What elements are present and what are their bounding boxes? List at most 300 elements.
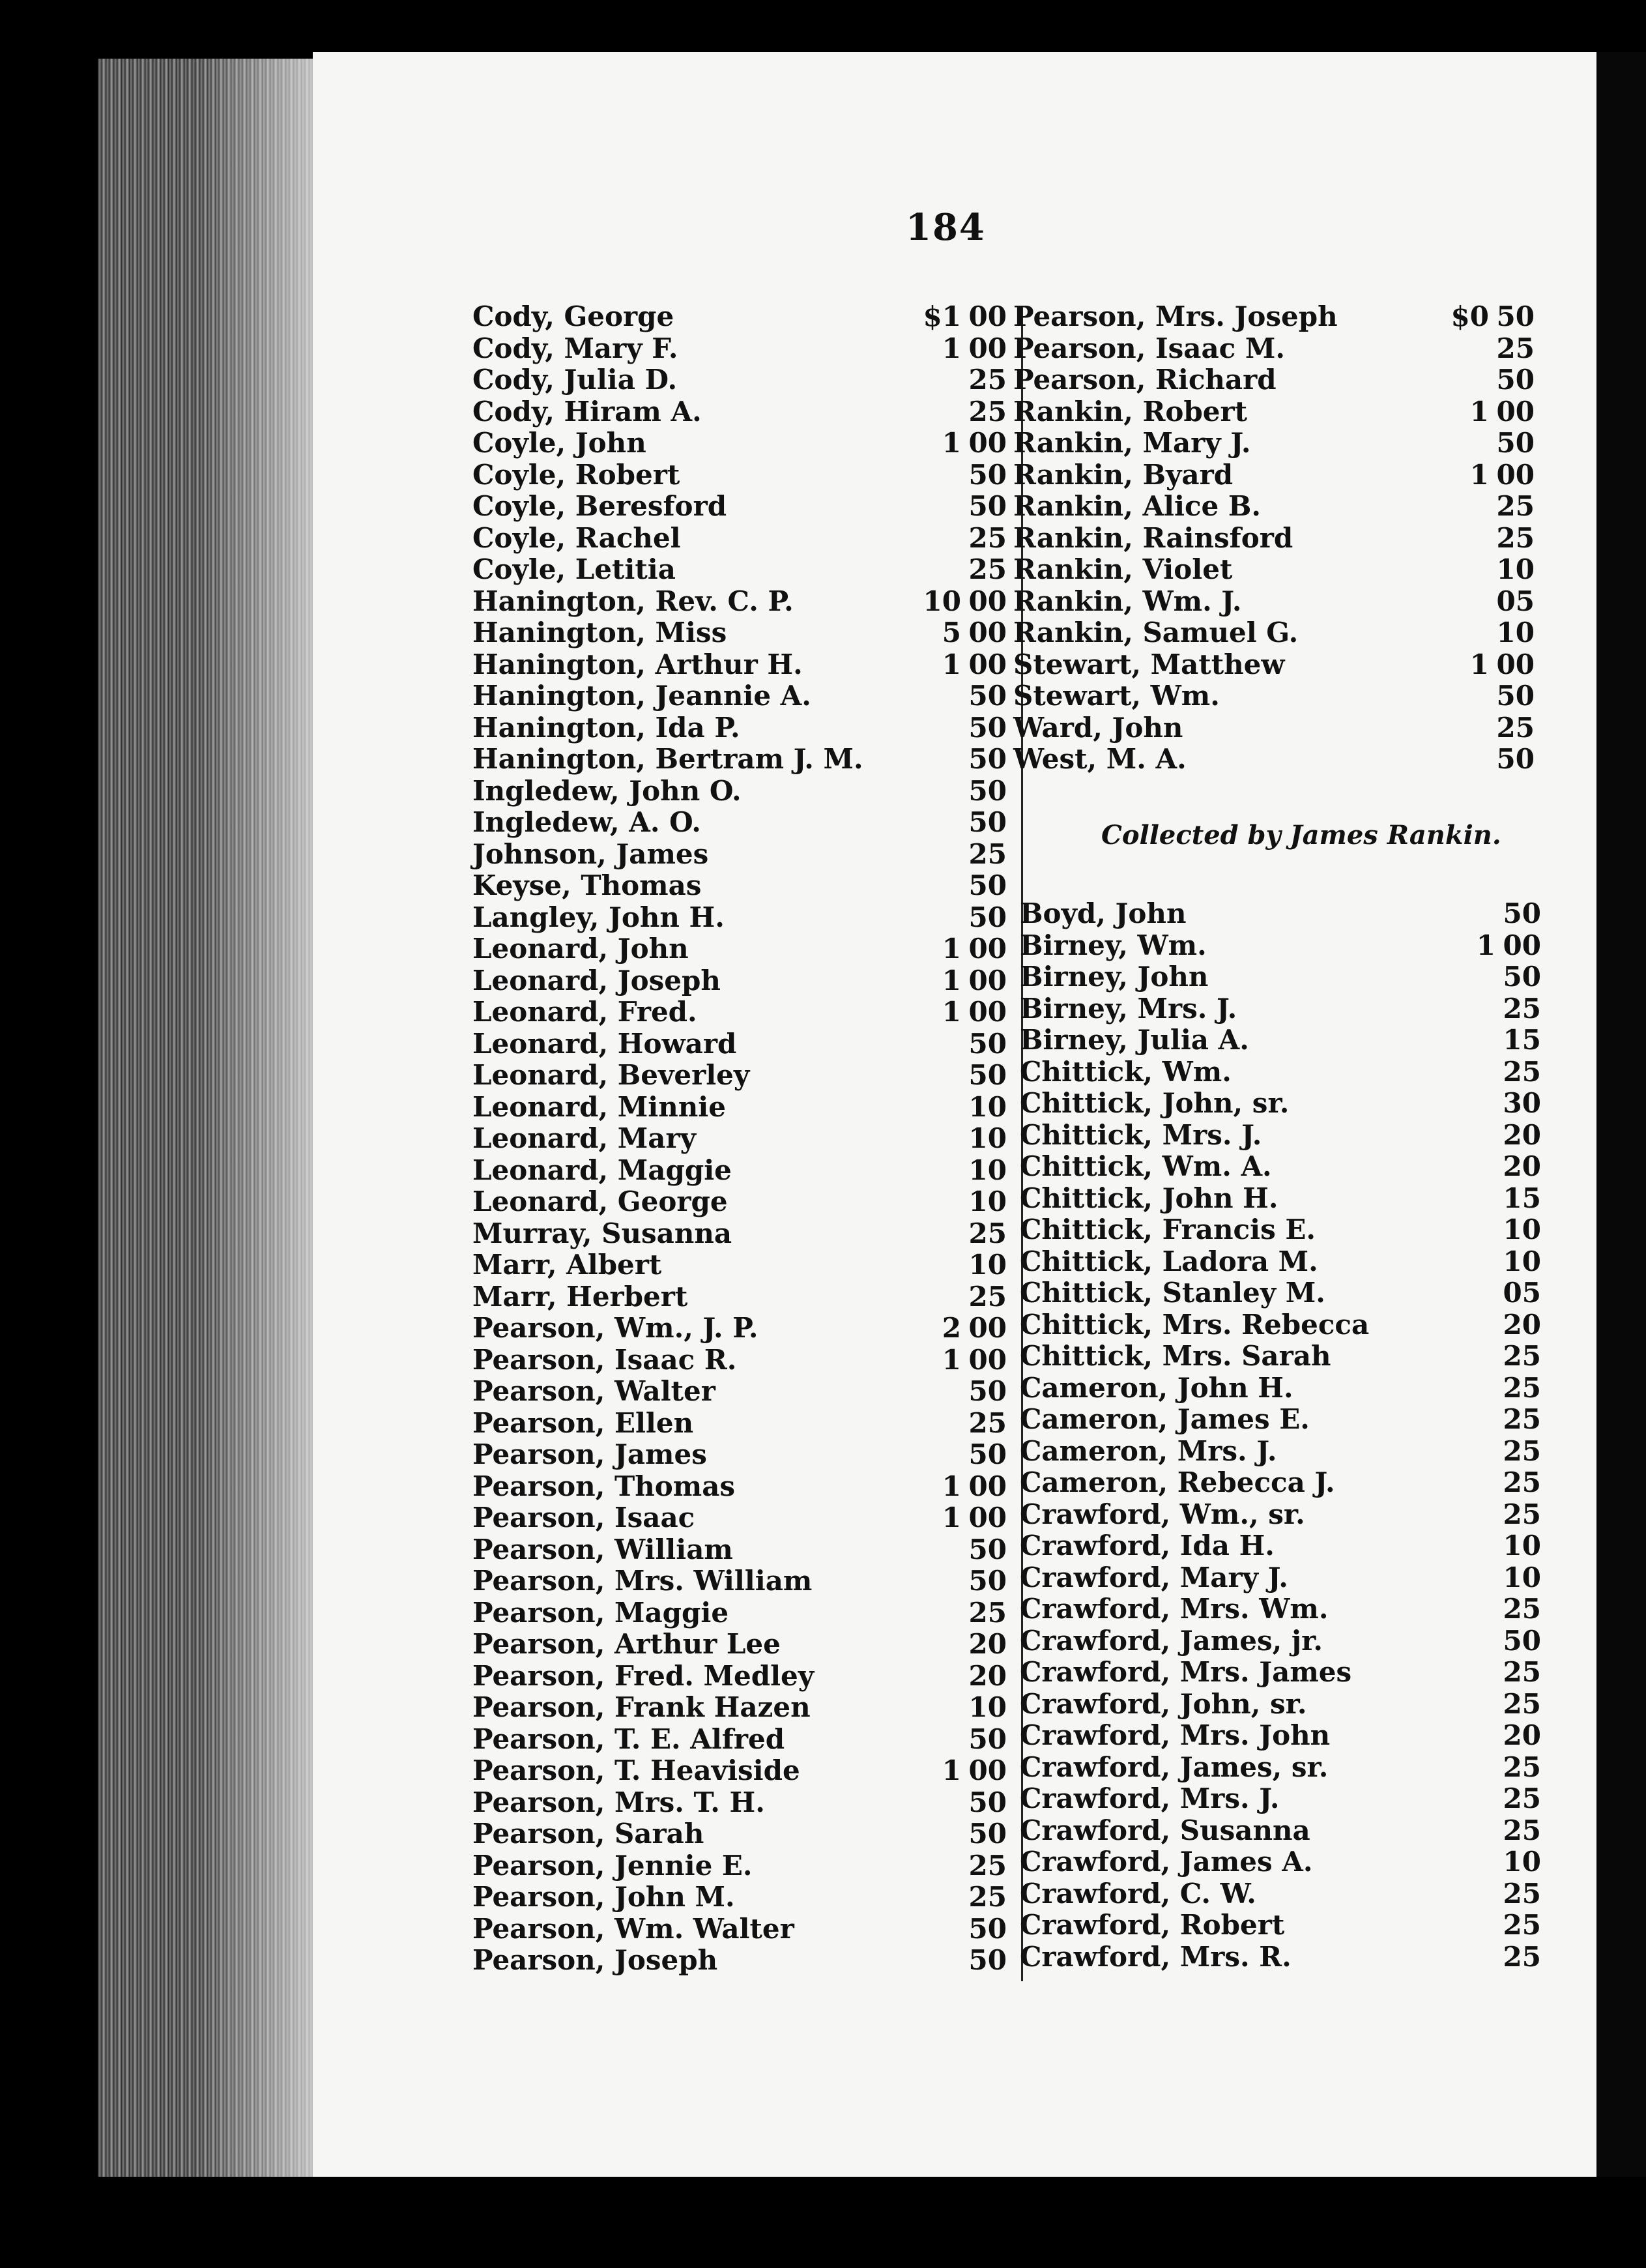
subscriber-name: Coyle, Beresford bbox=[472, 490, 727, 522]
subscriber-name: Coyle, Letitia bbox=[472, 553, 676, 585]
subscriber-name: Hanington, Miss bbox=[472, 617, 727, 648]
subscriber-row bbox=[1020, 1941, 1541, 1973]
subscriber-row bbox=[472, 1534, 1007, 1566]
amount-cents: 25 bbox=[968, 553, 1007, 585]
subscriber-row bbox=[1020, 1657, 1541, 1689]
subscriber-name: Rankin, Mary J. bbox=[1013, 427, 1251, 459]
subscriber-row bbox=[472, 649, 1007, 681]
subscriber-name: Pearson, John M. bbox=[472, 1881, 735, 1913]
subscriber-name: West, M. A. bbox=[1013, 743, 1187, 775]
subscriber-name: Birney, Mrs. J. bbox=[1020, 992, 1237, 1025]
amount-cents: 25 bbox=[1503, 1877, 1541, 1910]
subscriber-row bbox=[472, 712, 1007, 744]
amount-dollars: 1 bbox=[942, 1343, 961, 1376]
subscriber-name: Crawford, James, jr. bbox=[1020, 1624, 1323, 1657]
page-gutter-shadow bbox=[195, 59, 326, 2177]
subscriber-name: Rankin, Alice B. bbox=[1013, 490, 1261, 522]
amount-cents: 25 bbox=[1496, 490, 1535, 522]
subscriber-name: Pearson, Arthur Lee bbox=[472, 1628, 781, 1660]
subscriber-name: Chittick, Francis E. bbox=[1020, 1214, 1316, 1245]
amount-cents: 25 bbox=[968, 1596, 1007, 1629]
amount-dollars: 1 bbox=[942, 996, 961, 1028]
amount-cents: 00 bbox=[968, 1502, 1007, 1534]
subscriber-name: Cody, George bbox=[472, 300, 674, 332]
amount-dollars: 2 bbox=[942, 1312, 961, 1344]
subscriber-row bbox=[472, 902, 1007, 934]
amount-cents: 50 bbox=[968, 774, 1007, 807]
amount-cents: 25 bbox=[1503, 1940, 1541, 1973]
subscriber-name: Crawford, Mary J. bbox=[1020, 1561, 1288, 1593]
amount-cents: 10 bbox=[1503, 1214, 1541, 1245]
subscriber-row bbox=[1020, 1404, 1541, 1436]
subscriber-name: Cameron, Rebecca J. bbox=[1020, 1466, 1335, 1498]
subscriber-row bbox=[1020, 1277, 1541, 1309]
amount-cents: 25 bbox=[1496, 521, 1535, 554]
subscriber-name: Marr, Albert bbox=[472, 1249, 662, 1281]
amount-cents: 05 bbox=[1503, 1277, 1541, 1309]
subscriber-row bbox=[472, 1945, 1007, 1977]
subscriber-row bbox=[472, 1313, 1007, 1345]
subscriber-row bbox=[472, 1818, 1007, 1850]
subscriber-row bbox=[472, 1249, 1007, 1281]
subscriber-row bbox=[1020, 1088, 1541, 1120]
subscriber-row bbox=[1013, 617, 1535, 649]
amount-cents: 50 bbox=[968, 1944, 1007, 1976]
amount-cents: 50 bbox=[968, 1438, 1007, 1470]
amount-cents: 25 bbox=[1503, 1656, 1541, 1688]
amount-cents: 10 bbox=[1503, 1530, 1541, 1562]
subscriber-name: Pearson, Wm., J. P. bbox=[472, 1312, 758, 1344]
amount-cents: 50 bbox=[1503, 961, 1541, 993]
subscriber-name: Pearson, Walter bbox=[472, 1375, 715, 1407]
subscriber-row bbox=[1020, 993, 1541, 1025]
amount-cents: 20 bbox=[1503, 1308, 1541, 1341]
amount-cents: 50 bbox=[1496, 364, 1535, 396]
amount-cents: 20 bbox=[1503, 1150, 1541, 1182]
subscriber-row bbox=[1020, 898, 1541, 930]
collector-heading: Collected by James Rankin. bbox=[1101, 820, 1501, 850]
amount-cents: 00 bbox=[968, 996, 1007, 1028]
subscriber-name: Johnson, James bbox=[472, 837, 709, 870]
amount-cents: 25 bbox=[1503, 1403, 1541, 1435]
amount-cents: 25 bbox=[1503, 1751, 1541, 1783]
amount-dollars: 1 bbox=[942, 332, 961, 364]
subscriber-row bbox=[1020, 1562, 1541, 1594]
amount-dollars: 10 bbox=[923, 585, 961, 617]
subscriber-row bbox=[472, 1724, 1007, 1756]
amount-cents: 25 bbox=[1503, 1340, 1541, 1372]
subscriber-name: Crawford, Ida H. bbox=[1020, 1530, 1275, 1562]
subscriber-row bbox=[1020, 1499, 1541, 1531]
amount-cents: 50 bbox=[1496, 427, 1535, 459]
subscriber-name: Marr, Herbert bbox=[472, 1280, 688, 1313]
subscriber-row bbox=[472, 333, 1007, 365]
subscriber-name: Rankin, Violet bbox=[1013, 553, 1233, 585]
subscriber-row bbox=[472, 1408, 1007, 1440]
amount-cents: 25 bbox=[1503, 1498, 1541, 1530]
amount-cents: 50 bbox=[968, 806, 1007, 838]
subscriber-row bbox=[472, 996, 1007, 1028]
subscriber-row bbox=[1013, 680, 1535, 712]
subscriber-row bbox=[472, 1597, 1007, 1629]
subscriber-name: Rankin, Samuel G. bbox=[1013, 617, 1299, 648]
subscriber-row bbox=[472, 1692, 1007, 1724]
subscriber-row bbox=[472, 491, 1007, 523]
subscriber-name: Chittick, Wm. bbox=[1020, 1055, 1232, 1088]
subscriber-row bbox=[1020, 961, 1541, 993]
subscriber-row bbox=[472, 1882, 1007, 1913]
left-column-list bbox=[472, 301, 1007, 1977]
amount-cents: 50 bbox=[968, 490, 1007, 522]
subscriber-row bbox=[472, 1028, 1007, 1060]
subscriber-name: Crawford, Mrs. Wm. bbox=[1020, 1593, 1329, 1625]
amount-cents: 50 bbox=[968, 901, 1007, 933]
amount-dollars: 1 bbox=[942, 1754, 961, 1786]
amount-cents: 50 bbox=[968, 458, 1007, 491]
subscriber-row bbox=[1020, 1183, 1541, 1215]
amount-cents: 50 bbox=[968, 1027, 1007, 1060]
amount-cents: 25 bbox=[968, 395, 1007, 428]
subscriber-name: Leonard, George bbox=[472, 1185, 728, 1217]
amount-cents: 25 bbox=[968, 1849, 1007, 1882]
subscriber-row bbox=[472, 1661, 1007, 1693]
amount-cents: 00 bbox=[968, 1312, 1007, 1344]
subscriber-name: Cameron, James E. bbox=[1020, 1403, 1310, 1435]
amount-cents: 10 bbox=[968, 1154, 1007, 1186]
subscriber-name: Chittick, John, sr. bbox=[1020, 1087, 1290, 1119]
subscriber-row bbox=[472, 523, 1007, 555]
subscriber-row bbox=[472, 1186, 1007, 1218]
subscriber-row bbox=[472, 586, 1007, 618]
subscriber-name: Ingledew, A. O. bbox=[472, 806, 701, 838]
amount-cents: 15 bbox=[1503, 1182, 1541, 1214]
amount-cents: 25 bbox=[1503, 1687, 1541, 1720]
subscriber-name: Rankin, Byard bbox=[1013, 458, 1234, 491]
subscriber-row bbox=[472, 428, 1007, 459]
subscriber-name: Rankin, Rainsford bbox=[1013, 521, 1293, 554]
subscriber-row bbox=[472, 1218, 1007, 1250]
amount-cents: 25 bbox=[968, 1217, 1007, 1249]
subscriber-name: Chittick, Mrs. Sarah bbox=[1020, 1340, 1331, 1372]
subscriber-row bbox=[1013, 554, 1535, 586]
subscriber-name: Leonard, John bbox=[472, 933, 689, 965]
subscriber-name: Pearson, Mrs. T. H. bbox=[472, 1786, 765, 1818]
subscriber-name: Crawford, Wm., sr. bbox=[1020, 1498, 1305, 1530]
amount-cents: 10 bbox=[968, 1691, 1007, 1723]
amount-cents: 25 bbox=[1503, 1371, 1541, 1404]
amount-cents: 25 bbox=[1503, 1466, 1541, 1498]
amount-cents: 25 bbox=[1503, 1593, 1541, 1625]
amount-cents: 50 bbox=[968, 1375, 1007, 1407]
amount-cents: 25 bbox=[968, 1280, 1007, 1313]
amount-cents: 10 bbox=[1503, 1245, 1541, 1277]
subscriber-row bbox=[472, 839, 1007, 871]
subscriber-row bbox=[1013, 586, 1535, 618]
subscriber-row bbox=[472, 1850, 1007, 1882]
amount-dollars: 1 bbox=[1469, 648, 1489, 680]
amount-cents: 10 bbox=[968, 1249, 1007, 1281]
subscriber-name: Pearson, Fred. Medley bbox=[472, 1659, 815, 1692]
amount-cents: 10 bbox=[968, 1185, 1007, 1217]
right-column-bottom-list bbox=[1020, 898, 1541, 1973]
amount-cents: 25 bbox=[968, 1881, 1007, 1913]
subscriber-name: Crawford, Susanna bbox=[1020, 1814, 1310, 1846]
subscriber-name: Leonard, Fred. bbox=[472, 996, 697, 1028]
subscriber-row bbox=[472, 1471, 1007, 1503]
amount-cents: 25 bbox=[1496, 711, 1535, 744]
subscriber-row bbox=[472, 807, 1007, 839]
amount-cents: 50 bbox=[968, 1912, 1007, 1945]
amount-cents: 25 bbox=[1503, 1909, 1541, 1941]
amount-cents: 50 bbox=[968, 1533, 1007, 1565]
amount-cents: 50 bbox=[1496, 743, 1535, 775]
subscriber-name: Birney, John bbox=[1020, 961, 1209, 993]
subscriber-name: Pearson, Ellen bbox=[472, 1406, 694, 1439]
amount-cents: 50 bbox=[968, 1786, 1007, 1818]
amount-cents: 25 bbox=[968, 1406, 1007, 1439]
subscriber-name: Pearson, James bbox=[472, 1438, 707, 1470]
amount-cents: 00 bbox=[968, 648, 1007, 680]
subscriber-name: Leonard, Maggie bbox=[472, 1154, 732, 1186]
subscriber-name: Langley, John H. bbox=[472, 901, 725, 933]
subscriber-row bbox=[1020, 1373, 1541, 1404]
subscriber-row bbox=[1020, 1467, 1541, 1499]
subscriber-name: Hanington, Ida P. bbox=[472, 711, 740, 744]
amount-cents: 25 bbox=[968, 521, 1007, 554]
amount-dollars: 1 bbox=[1469, 458, 1489, 491]
amount-cents: 00 bbox=[1496, 458, 1535, 491]
amount-cents: 00 bbox=[968, 1343, 1007, 1376]
amount-dollars: 1 bbox=[1469, 395, 1489, 428]
amount-cents: 10 bbox=[1496, 617, 1535, 648]
subscriber-row bbox=[1020, 1689, 1541, 1721]
subscriber-row bbox=[1020, 1214, 1541, 1246]
page-number: 184 bbox=[906, 206, 986, 249]
subscriber-name: Crawford, John, sr. bbox=[1020, 1687, 1307, 1720]
subscriber-name: Coyle, Robert bbox=[472, 458, 680, 491]
amount-cents: 00 bbox=[1496, 648, 1535, 680]
subscriber-row bbox=[472, 1345, 1007, 1376]
subscriber-row bbox=[472, 1439, 1007, 1471]
subscriber-row bbox=[1013, 364, 1535, 396]
amount-cents: 00 bbox=[968, 427, 1007, 459]
amount-cents: 25 bbox=[968, 837, 1007, 870]
subscriber-name: Hanington, Rev. C. P. bbox=[472, 585, 794, 617]
subscriber-row bbox=[1020, 1025, 1541, 1056]
subscriber-name: Chittick, Mrs. Rebecca bbox=[1020, 1308, 1370, 1341]
amount-cents: 50 bbox=[968, 680, 1007, 712]
subscriber-row bbox=[472, 1060, 1007, 1092]
amount-cents: 25 bbox=[1503, 1814, 1541, 1846]
amount-dollars: 1 bbox=[1476, 929, 1495, 961]
subscriber-name: Stewart, Matthew bbox=[1013, 648, 1285, 680]
amount-cents: 10 bbox=[1503, 1846, 1541, 1878]
amount-cents: 50 bbox=[968, 1723, 1007, 1755]
amount-dollars: 1 bbox=[942, 427, 961, 459]
subscriber-name: Chittick, Ladora M. bbox=[1020, 1245, 1318, 1277]
subscriber-row bbox=[472, 1787, 1007, 1819]
amount-cents: 50 bbox=[968, 743, 1007, 775]
subscriber-name: Rankin, Wm. J. bbox=[1013, 585, 1242, 617]
amount-cents: 20 bbox=[1503, 1118, 1541, 1151]
subscriber-name: Crawford, James A. bbox=[1020, 1846, 1313, 1878]
amount-cents: 05 bbox=[1496, 585, 1535, 617]
amount-cents: 30 bbox=[1503, 1087, 1541, 1119]
subscriber-name: Pearson, Mrs. Joseph bbox=[1013, 300, 1338, 332]
amount-dollars: $0 bbox=[1451, 300, 1489, 332]
subscriber-row bbox=[1013, 333, 1535, 365]
subscriber-name: Ward, John bbox=[1013, 711, 1183, 744]
subscriber-row bbox=[472, 776, 1007, 807]
amount-cents: 15 bbox=[1503, 1024, 1541, 1056]
subscriber-row bbox=[1020, 1246, 1541, 1278]
subscriber-row bbox=[472, 1123, 1007, 1155]
subscriber-name: Chittick, Mrs. J. bbox=[1020, 1118, 1262, 1151]
amount-cents: 00 bbox=[968, 1754, 1007, 1786]
subscriber-row bbox=[1020, 1815, 1541, 1847]
subscriber-name: Leonard, Minnie bbox=[472, 1090, 726, 1123]
subscriber-row bbox=[1013, 428, 1535, 459]
amount-cents: 00 bbox=[968, 332, 1007, 364]
subscriber-name: Pearson, William bbox=[472, 1533, 733, 1565]
amount-cents: 50 bbox=[968, 1059, 1007, 1091]
subscriber-name: Pearson, Frank Hazen bbox=[472, 1691, 811, 1723]
subscriber-name: Pearson, Isaac R. bbox=[472, 1343, 737, 1376]
subscriber-name: Pearson, Isaac bbox=[472, 1502, 695, 1534]
subscriber-name: Leonard, Mary bbox=[472, 1122, 696, 1154]
subscriber-name: Chittick, Stanley M. bbox=[1020, 1277, 1325, 1309]
amount-cents: 00 bbox=[968, 585, 1007, 617]
subscriber-name: Pearson, Isaac M. bbox=[1013, 332, 1285, 364]
amount-cents: 20 bbox=[1503, 1719, 1541, 1751]
subscriber-name: Crawford, Mrs. John bbox=[1020, 1719, 1331, 1751]
amount-cents: 50 bbox=[1496, 300, 1535, 332]
subscriber-row bbox=[1020, 1846, 1541, 1878]
subscriber-row bbox=[1020, 1120, 1541, 1152]
amount-cents: 10 bbox=[968, 1090, 1007, 1123]
subscriber-row bbox=[1013, 459, 1535, 491]
subscriber-row bbox=[1020, 1783, 1541, 1815]
subscriber-name: Crawford, James, sr. bbox=[1020, 1751, 1329, 1783]
subscriber-name: Pearson, Richard bbox=[1013, 364, 1277, 396]
amount-dollars: 1 bbox=[942, 933, 961, 965]
amount-cents: 50 bbox=[1503, 1624, 1541, 1657]
subscriber-row bbox=[1020, 930, 1541, 962]
amount-cents: 10 bbox=[1496, 553, 1535, 585]
subscriber-row bbox=[1020, 1910, 1541, 1941]
subscriber-row bbox=[1020, 1309, 1541, 1341]
subscriber-name: Crawford, Mrs. James bbox=[1020, 1656, 1352, 1688]
subscriber-name: Pearson, Jennie E. bbox=[472, 1849, 753, 1882]
subscriber-name: Stewart, Wm. bbox=[1013, 680, 1220, 712]
subscriber-name: Pearson, T. Heaviside bbox=[472, 1754, 800, 1786]
amount-cents: 25 bbox=[1503, 992, 1541, 1025]
subscriber-name: Birney, Wm. bbox=[1020, 929, 1207, 961]
subscriber-name: Cody, Mary F. bbox=[472, 332, 678, 364]
subscriber-row bbox=[472, 364, 1007, 396]
subscriber-row bbox=[472, 1629, 1007, 1661]
subscriber-row bbox=[1013, 744, 1535, 776]
subscriber-name: Pearson, T. E. Alfred bbox=[472, 1723, 785, 1755]
subscriber-name: Cody, Hiram A. bbox=[472, 395, 702, 428]
amount-cents: 20 bbox=[968, 1659, 1007, 1692]
subscriber-row bbox=[472, 301, 1007, 333]
subscriber-name: Crawford, Mrs. J. bbox=[1020, 1782, 1280, 1814]
subscriber-row bbox=[472, 554, 1007, 586]
subscriber-name: Chittick, John H. bbox=[1020, 1182, 1278, 1214]
amount-cents: 00 bbox=[968, 1470, 1007, 1502]
subscriber-name: Leonard, Joseph bbox=[472, 964, 721, 996]
amount-cents: 50 bbox=[968, 711, 1007, 744]
amount-cents: 25 bbox=[968, 364, 1007, 396]
subscriber-name: Leonard, Beverley bbox=[472, 1059, 750, 1091]
amount-cents: 00 bbox=[968, 617, 1007, 648]
amount-cents: 00 bbox=[968, 300, 1007, 332]
right-column-top-list bbox=[1013, 301, 1535, 776]
subscriber-name: Hanington, Arthur H. bbox=[472, 648, 803, 680]
subscriber-name: Pearson, Mrs. William bbox=[472, 1565, 813, 1597]
amount-cents: 10 bbox=[968, 1122, 1007, 1154]
amount-dollars: 5 bbox=[942, 617, 961, 648]
subscriber-row bbox=[1013, 396, 1535, 428]
subscriber-row bbox=[472, 1376, 1007, 1408]
subscriber-row bbox=[472, 870, 1007, 902]
subscriber-row bbox=[472, 1755, 1007, 1787]
amount-cents: 50 bbox=[968, 1565, 1007, 1597]
subscriber-row bbox=[472, 1913, 1007, 1945]
amount-dollars: 1 bbox=[942, 1470, 961, 1502]
subscriber-name: Hanington, Bertram J. M. bbox=[472, 743, 863, 775]
subscriber-name: Pearson, Joseph bbox=[472, 1944, 718, 1976]
subscriber-row bbox=[472, 680, 1007, 712]
subscriber-row bbox=[1013, 491, 1535, 523]
subscriber-name: Cameron, Mrs. J. bbox=[1020, 1434, 1277, 1467]
subscriber-row bbox=[472, 459, 1007, 491]
amount-cents: 00 bbox=[968, 964, 1007, 996]
subscriber-row bbox=[1020, 1056, 1541, 1088]
subscriber-row bbox=[1020, 1720, 1541, 1752]
subscriber-name: Crawford, Mrs. R. bbox=[1020, 1940, 1292, 1973]
amount-cents: 20 bbox=[968, 1628, 1007, 1660]
amount-cents: 50 bbox=[968, 1818, 1007, 1850]
subscriber-row bbox=[472, 744, 1007, 776]
subscriber-row bbox=[1013, 712, 1535, 744]
amount-cents: 50 bbox=[968, 869, 1007, 901]
subscriber-name: Keyse, Thomas bbox=[472, 869, 702, 901]
amount-cents: 00 bbox=[968, 933, 1007, 965]
subscriber-name: Cameron, John H. bbox=[1020, 1371, 1293, 1404]
amount-cents: 00 bbox=[1496, 395, 1535, 428]
subscriber-row bbox=[1020, 1752, 1541, 1784]
subscriber-row bbox=[472, 933, 1007, 965]
subscriber-row bbox=[1020, 1151, 1541, 1183]
amount-cents: 25 bbox=[1503, 1434, 1541, 1467]
subscriber-row bbox=[472, 1565, 1007, 1597]
subscriber-row bbox=[472, 1502, 1007, 1534]
subscriber-name: Pearson, Thomas bbox=[472, 1470, 736, 1502]
subscriber-name: Ingledew, John O. bbox=[472, 774, 742, 807]
amount-dollars: 1 bbox=[942, 964, 961, 996]
subscriber-name: Pearson, Maggie bbox=[472, 1596, 729, 1629]
subscriber-row bbox=[472, 396, 1007, 428]
amount-cents: 10 bbox=[1503, 1561, 1541, 1593]
subscriber-row bbox=[1013, 301, 1535, 333]
subscriber-name: Pearson, Sarah bbox=[472, 1818, 704, 1850]
subscriber-row bbox=[1020, 1593, 1541, 1625]
subscriber-row bbox=[472, 1281, 1007, 1313]
subscriber-name: Hanington, Jeannie A. bbox=[472, 680, 811, 712]
scan-border bbox=[1596, 52, 1646, 2177]
